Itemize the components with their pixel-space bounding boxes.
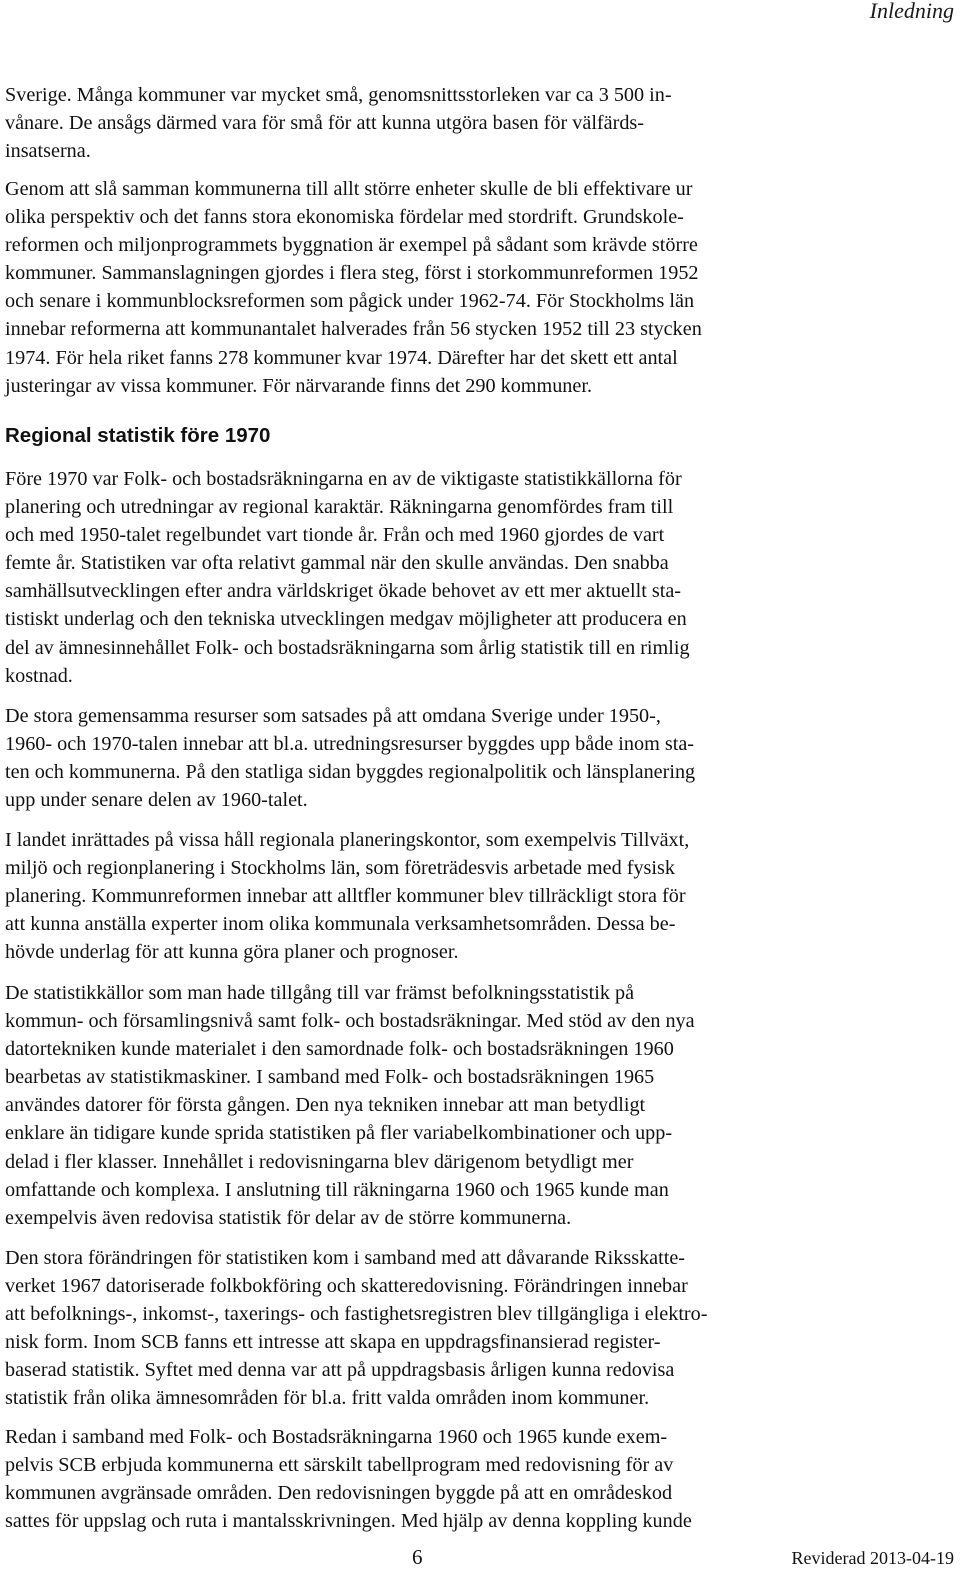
text-line: exempelvis även redovisa statistik för delar av de större kommunerna.	[5, 1206, 572, 1229]
text-line: Före 1970 var Folk- och bostadsräkningarna en av de viktigaste statistikkällorna för	[5, 468, 682, 490]
text-line: miljö och regionplanering i Stockholms län, som företrädesvis arbetade med fysisk	[5, 857, 675, 880]
text-line: enklare än tidigare kunde sprida statistiken på fler variabelkombinationer och upp-	[5, 1122, 673, 1145]
text-line: hövde underlag för att kunna göra planer och prognoser.	[5, 941, 459, 964]
text-line: användes datorer för första gången. Den nya tekniken innebar att man betydligt	[5, 1094, 646, 1117]
text-line: Den stora förändringen för statistiken kom i samband med att dåvarande Riksskatte-	[5, 1247, 686, 1269]
page-number: 6	[412, 1545, 423, 1569]
paragraph	[5, 979, 855, 1232]
paragraph	[5, 702, 855, 814]
revision-date: Reviderad 2013-04-19	[791, 1548, 954, 1568]
running-head: Inledning	[869, 0, 954, 23]
text-line: insatserna.	[5, 140, 91, 163]
text-line: statistik från olika ämnesområden för bl.a. fritt valda områden inom kommuner.	[5, 1387, 650, 1410]
text-line: verket 1967 datoriserade folkbokföring och skatteredovisning. Förändringen innebar	[5, 1275, 688, 1298]
paragraph	[5, 465, 855, 690]
section-heading: Regional statistik före 1970	[5, 424, 271, 447]
text-line: Genom att slå samman kommunerna till allt större enheter skulle de bli effektivare ur	[5, 178, 693, 200]
text-line: samhällsutvecklingen efter andra världskriget ökade behovet av ett mer aktuellt sta-	[5, 580, 682, 603]
paragraph	[5, 81, 855, 165]
text-line: ten och kommunerna. På den statliga sidan byggdes regionalpolitik och länsplanering	[5, 761, 696, 784]
text-line: kommun- och församlingsnivå samt folk- och bostadsräkningar. Med stöd av den nya	[5, 1010, 695, 1033]
text-line: nisk form. Inom SCB fanns ett intresse att skapa en uppdragsfinansierad register-	[5, 1331, 661, 1354]
text-line: upp under senare delen av 1960-talet.	[5, 789, 308, 812]
text-line: bearbetas av statistikmaskiner. I samband med Folk- och bostadsräkningen 1965	[5, 1066, 655, 1089]
text-line: baserad statistik. Syftet med denna var att på uppdragsbasis årligen kunna redovisa	[5, 1359, 675, 1382]
text-line: datortekniken kunde materialet i den samordnade folk- och bostadsräkningen 1960	[5, 1038, 674, 1061]
text-line: kommuner. Sammanslagningen gjordes i flera steg, först i storkommunreformen 1952	[5, 262, 699, 285]
text-line: sattes för uppslag och ruta i mantalsskrivningen. Med hjälp av denna koppling kunde	[5, 1510, 692, 1533]
text-line: De statistikkällor som man hade tillgång till var främst befolkningsstatistik på	[5, 982, 635, 1004]
text-line: I landet inrättades på vissa håll regionala planeringskontor, som exempelvis Tillväxt,	[5, 829, 690, 851]
text-line: 1960- och 1970-talen innebar att bl.a. utredningsresurser byggdes upp både inom sta-	[5, 733, 694, 756]
text-line: justeringar av vissa kommuner. För närvarande finns det 290 kommuner.	[5, 374, 592, 397]
text-line: tistiskt underlag och den tekniska utvecklingen medgav möjligheter att producera en	[5, 608, 687, 631]
text-line: planering. Kommunreformen innebar att alltfler kommuner blev tillräckligt stora för	[5, 885, 686, 908]
text-line: att befolknings-, inkomst-, taxerings- och fastighetsregistren blev tillgängliga i elektro-	[5, 1303, 708, 1326]
text-line: att kunna anställa experter inom olika kommunala verksamhetsområden. Dessa be-	[5, 913, 676, 936]
text-line: och senare i kommunblocksreformen som pågick under 1962-74. För Stockholms län	[5, 290, 695, 313]
text-line: kommunen avgränsade områden. Den redovisningen byggde på att en områdeskod	[5, 1482, 673, 1505]
paragraph	[5, 1244, 855, 1413]
text-line: planering och utredningar av regional karaktär. Räkningarna genomfördes fram till	[5, 496, 674, 519]
text-line: och med 1950-talet regelbundet vart tionde år. Från och med 1960 gjordes de vart	[5, 524, 665, 547]
text-line: 1974. För hela riket fanns 278 kommuner kvar 1974. Därefter har det skett ett antal	[5, 346, 678, 369]
text-line: del av ämnesinnehållet Folk- och bostadsräkningarna som årlig statistik till en rimlig	[5, 636, 690, 659]
text-line: omfattande och komplexa. I anslutning till räkningarna 1960 och 1965 kunde man	[5, 1178, 669, 1201]
text-line: delad i fler klasser. Innehållet i redovisningarna blev därigenom betydligt mer	[5, 1150, 634, 1173]
text-line: femte år. Statistiken var ofta relativt gammal när den skulle användas. Den snabba	[5, 552, 669, 575]
paragraph	[5, 826, 855, 966]
text-line: Sverige. Många kommuner var mycket små, genomsnittsstorleken var ca 3 500 in-	[5, 84, 672, 106]
text-line: vånare. De ansågs därmed vara för små för att kunna utgöra basen för välfärds-	[5, 112, 645, 135]
paragraph	[5, 1423, 855, 1535]
paragraph	[5, 175, 855, 400]
text-line: pelvis SCB erbjuda kommunerna ett särskilt tabellprogram med redovisning för av	[5, 1454, 674, 1477]
text-line: innebar reformerna att kommunantalet halverades från 56 stycken 1952 till 23 stycken	[5, 318, 702, 341]
text-line: reformen och miljonprogrammets byggnation är exempel på sådant som krävde större	[5, 234, 698, 257]
text-line: De stora gemensamma resurser som satsades på att omdana Sverige under 1950-,	[5, 705, 661, 727]
text-line: olika perspektiv och det fanns stora ekonomiska fördelar med stordrift. Grundskole-	[5, 206, 684, 229]
text-line: kostnad.	[5, 664, 73, 687]
text-line: Redan i samband med Folk- och Bostadsräkningarna 1960 och 1965 kunde exem-	[5, 1426, 668, 1448]
